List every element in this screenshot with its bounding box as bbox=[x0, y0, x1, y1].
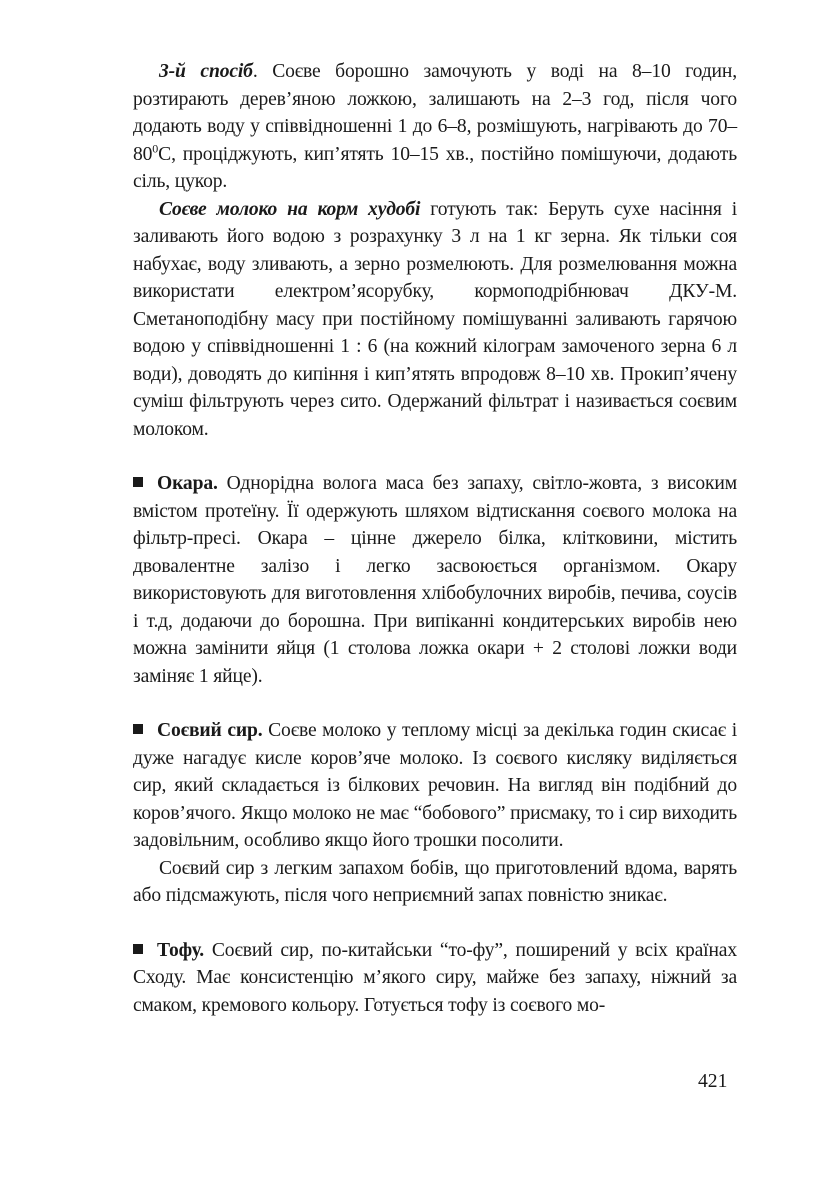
method-3-tail: С, проціджують, кип’ятять 10–15 хв., постійно помішуючи, додають сіль, цукор. bbox=[133, 143, 737, 192]
method-3-heading: 3-й спосіб bbox=[159, 61, 253, 82]
method-3-text: . Соєве борошно замочують у воді на 8–10 годин, розтирають дерев’яною ложкою, залишають на 2–3 год, після чого додають воду у співвідношенні 1 до 6–8, розмішують, нагрівають до 70–80 bbox=[133, 61, 737, 165]
square-bullet-icon bbox=[133, 724, 143, 734]
page-number: 421 bbox=[698, 1071, 728, 1092]
soy-cheese-heading: Соєвий сир. bbox=[157, 720, 263, 741]
paragraph-soy-cheese-cooking bbox=[133, 855, 737, 910]
okara-text: Однорідна волога маса без запаху, світло-жовта, з високим вмістом протеїну. Її одержують шляхом відтискання соєвого молока на фільтр-пресі. Окара – цінне джерело білка, клітковини, містить двовалентне залізо і легко засвоюється організмом. Окару використовують для виготовлення хлібобулочних виробів, печива, соусів і т.д, додаючи до борошна. При випіканні кондитерських виробів нею можна замінити яйця (1 столова ложка окари + 2 столові ложки води заміняє 1 яйце). bbox=[133, 473, 737, 687]
soy-milk-feed-text: готують так: Беруть сухе насіння і заливають його водою з розрахунку 3 л на 1 кг зерна. Як тільки соя набухає, воду зливають, а зерно розмелюють. Для розмелювання можна використати електром’ясорубку, кормоподрібнювач ДКУ-М. Сметаноподібну масу при постійному помішуванні заливають гарячою водою у співвідношенні 1 : 6 (на кожний кілограм замоченого зерна 6 л води), доводять до кипіння і кип’ятять впродовж 8–10 хв. Прокип’ячену суміш фільтрують через сито. Одержаний фільтрат і називається соєвим молоком. bbox=[133, 198, 737, 440]
paragraph-okara bbox=[133, 470, 737, 690]
paragraph-tofu bbox=[133, 937, 737, 1020]
paragraph-soy-milk-feed bbox=[133, 196, 737, 444]
paragraph-method-3 bbox=[133, 58, 737, 196]
section-gap bbox=[133, 690, 737, 717]
square-bullet-icon bbox=[133, 944, 143, 954]
section-gap bbox=[133, 443, 737, 470]
soy-cheese-cooking-text: Соєвий сир з легким запахом бобів, що приготовлений вдома, варять або підсмажують, після чого неприємний запах повністю зникає. bbox=[133, 857, 737, 906]
tofu-heading: Тофу. bbox=[157, 939, 205, 961]
tofu-text: Соєвий сир, по-китайськи “то-фу”, поширений у всіх країнах Сходу. Має консистенцію м’якого сиру, майже без запаху, ніжний за смаком, кремового кольору. Готується тофу із соєвого мо- bbox=[133, 939, 737, 1016]
degree-symbol: 0 bbox=[152, 140, 159, 155]
soy-milk-feed-heading: Соєве молоко на корм худобі bbox=[159, 198, 421, 220]
section-gap bbox=[133, 910, 737, 937]
page-body bbox=[133, 58, 737, 1019]
paragraph-soy-cheese bbox=[133, 717, 737, 855]
square-bullet-icon bbox=[133, 477, 143, 487]
soy-cheese-text: Соєве молоко у теплому місці за декілька годин скисає і дуже нагадує кисле коров’яче молоко. Із соєвого кисляку виділяється сир, який складається із білкових речовин. На вигляд він подібний до коров’ячого. Якщо молоко не має “бобового” присмаку, то і сир виходить задовільним, особливо якщо його трошки посолити. bbox=[133, 720, 737, 851]
okara-heading: Окара. bbox=[157, 473, 218, 494]
